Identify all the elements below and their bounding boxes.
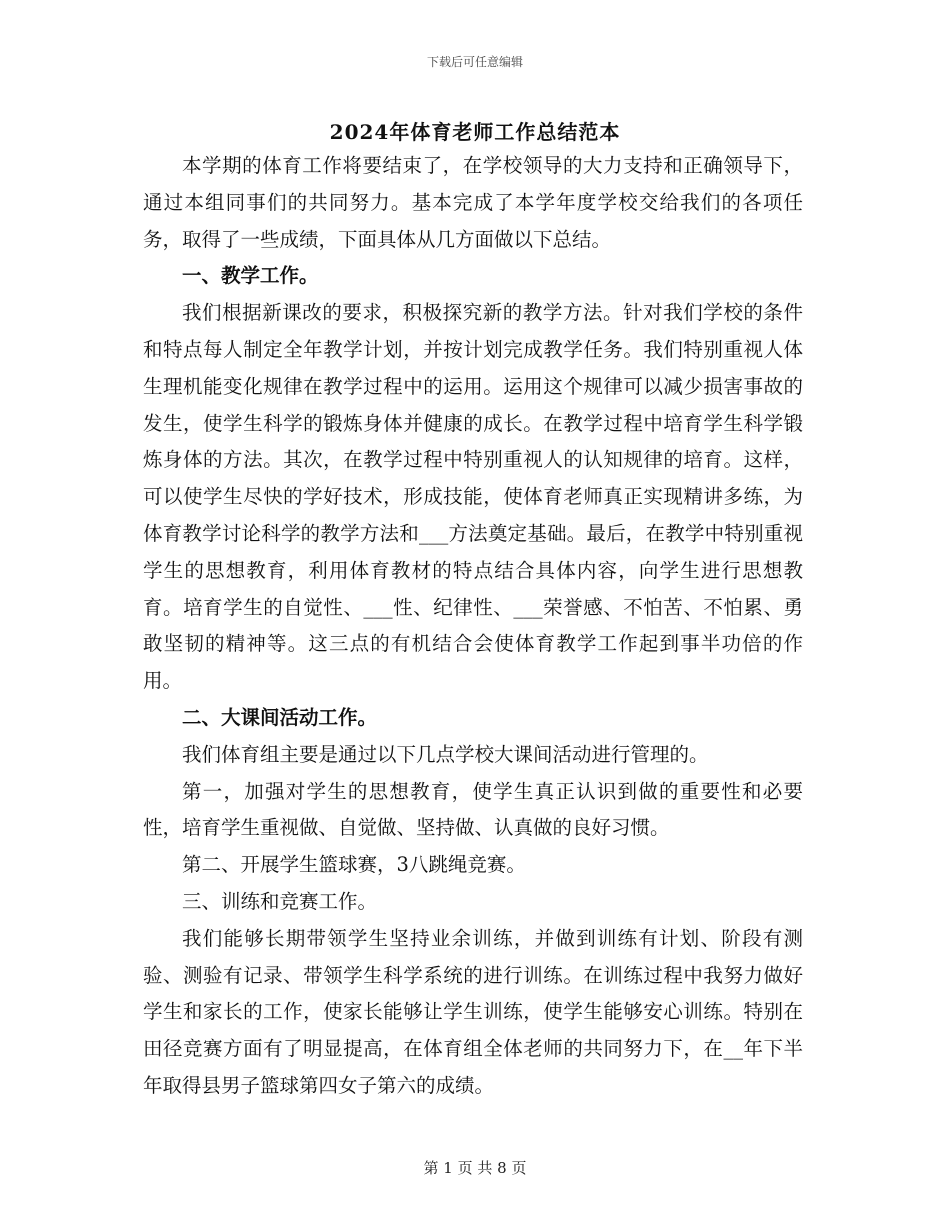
paragraph-intro: 本学期的体育工作将要结束了，在学校领导的大力支持和正确领导下，通过本组同事们的共同努力。基本完成了本学年度学校交给我们的各项任务，取得了一些成绩，下面具体从几方面做以下总结。 bbox=[143, 154, 803, 251]
header-note: 下载后可任意编辑 bbox=[426, 55, 523, 69]
section-heading-teaching: 一、教学工作。 bbox=[182, 264, 319, 288]
section-heading-recess: 二、大课间活动工作。 bbox=[182, 705, 378, 729]
paragraph-recess-first: 第一，加强对学生的思想教育，使学生真正认识到做的重要性和必要性，培育学生重视做、自觉做、坚持做、认真做的良好习惯。 bbox=[143, 779, 803, 840]
document-body bbox=[143, 148, 803, 1105]
paragraph-teaching: 我们根据新课改的要求，积极探究新的教学方法。针对我们学校的条件和特点每人制定全年教学计划，并按计划完成教学任务。我们特别重视人体生理机能变化规律在教学过程中的运用。运用这个规律可以减少损害事故的发生，使学生科学的锻炼身体并健康的成长。在教学过程中培育学生科学锻炼身体的方法。其次，在教学过程中特别重视人的认知规律的培育。这样，可以使学生尽快的学好技术，形成技能，使体育老师真正实现精讲多练，为体育教学讨论科学的教学方法和___方法奠定基础。最后，在教学中特别重视学生的思想教育，利用体育教材的特点结合具体内容，向学生进行思想教育。培育学生的自觉性、___性、纪律性、___荣誉感、不怕苦、不怕累、勇敢坚韧的精神等。这三点的有机结合会使体育教学工作起到事半功倍的作用。 bbox=[143, 301, 803, 693]
paragraph-recess-second: 第二、开展学生篮球赛，3八跳绳竞赛。 bbox=[182, 853, 526, 877]
section-heading-training: 三、训练和竞赛工作。 bbox=[182, 889, 378, 913]
paragraph-recess-intro: 我们体育组主要是通过以下几点学校大课间活动进行管理的。 bbox=[182, 742, 709, 766]
page-footer: 第 1 页 共 8 页 bbox=[423, 1159, 527, 1177]
paragraph-training: 我们能够长期带领学生坚持业余训练，并做到训练有计划、阶段有测验、测验有记录、带领学生科学系统的进行训练。在训练过程中我努力做好学生和家长的工作，使家长能够让学生训练，使学生能够安心训练。特别在田径竞赛方面有了明显提高，在体育组全体老师的共同努力下，在__年下半年取得县男子篮球第四女子第六的成绩。 bbox=[143, 926, 803, 1097]
document-title: 2024年体育老师工作总结范本 bbox=[329, 120, 621, 144]
